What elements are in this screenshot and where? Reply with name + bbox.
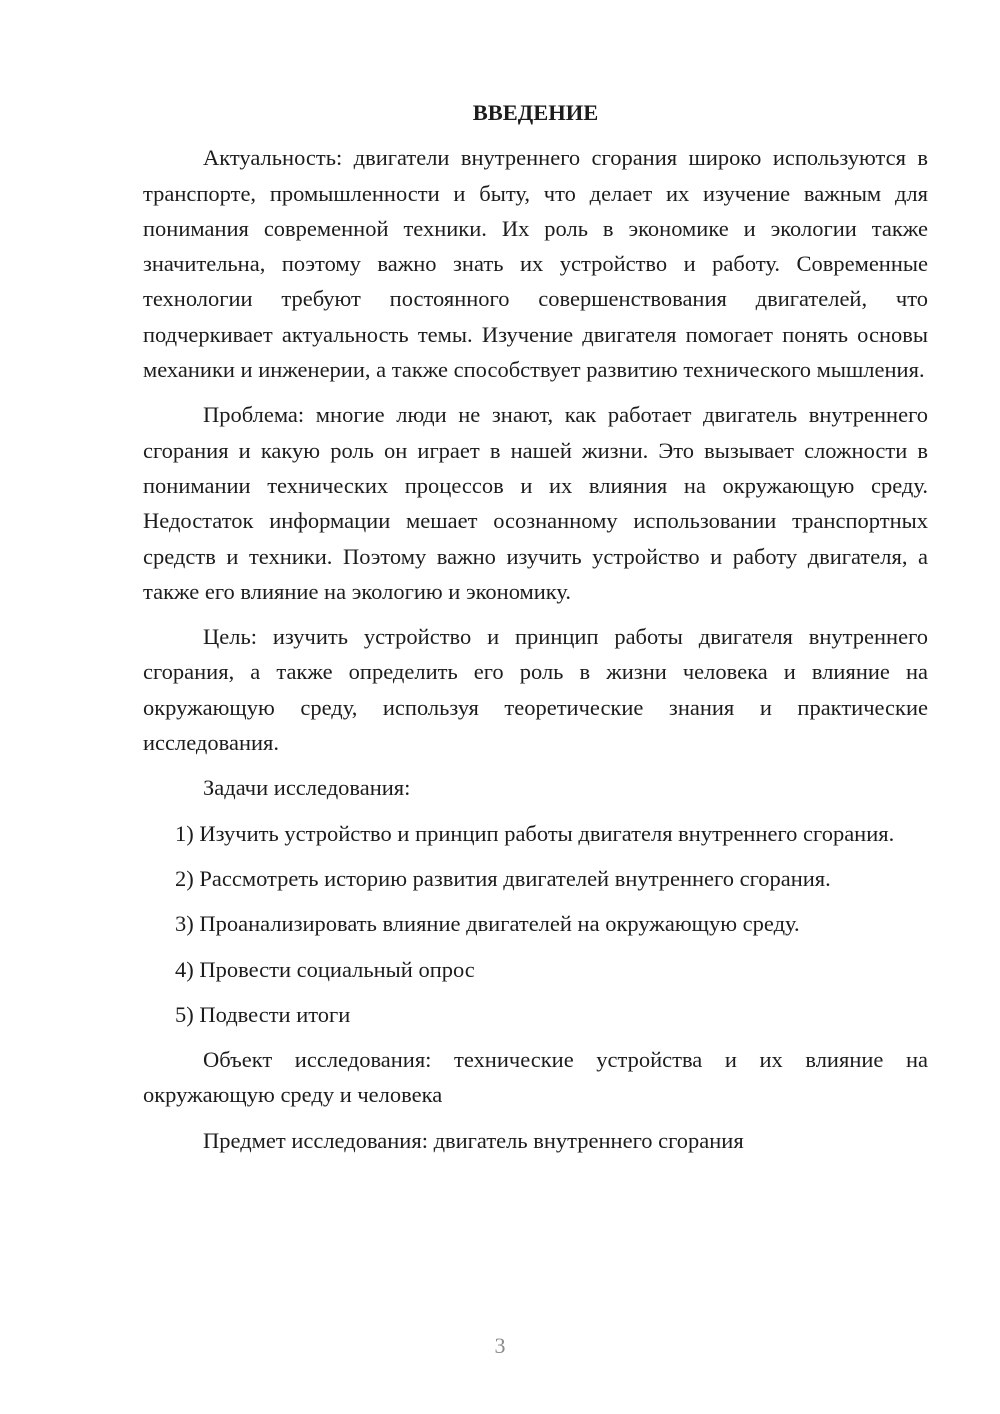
page-number: 3	[494, 1333, 506, 1358]
task-item: 1) Изучить устройство и принцип работы двигателя внутреннего сгорания.	[175, 820, 895, 846]
paragraph-goal: Цель: изучить устройство и принцип работы двигателя внутреннего сгорания, а также определить его роль в жизни человека и влияние на окружающую среду, используя теоретические знания и практические исследования.	[143, 624, 928, 756]
paragraph-relevance: Актуальность: двигатели внутреннего сгорания широко используются в транспорте, промышленности и быту, что делает их изучение важным для понимания современной техники. Их роль в экономике и экологии также значительна, поэтому важно знать их устройство и работу. Современные технологии требуют постоянного совершенствования двигателей, что подчеркивает актуальность темы. Изучение двигателя помогает понять основы механики и инженерии, а также способствует развитию технического мышления.	[143, 145, 928, 383]
tasks-list	[143, 816, 928, 1032]
document-page	[143, 95, 928, 1168]
task-item: 4) Провести социальный опрос	[175, 956, 475, 982]
paragraph-problem: Проблема: многие люди не знают, как работает двигатель внутреннего сгорания и какую роль он играет в нашей жизни. Это вызывает сложности в понимании технических процессов и их влияния на окружающую среду. Недостаток информации мешает осознанному использовании транспортных средств и техники. Поэтому важно изучить устройство и работу двигателя, а также его влияние на экологию и экономику.	[143, 402, 928, 604]
section-title: ВВЕДЕНИЕ	[472, 100, 599, 125]
paragraph-object: Объект исследования: технические устройства и их влияние на окружающую среду и человека	[143, 1047, 928, 1108]
task-item: 3) Проанализировать влияние двигателей на окружающую среду.	[175, 911, 800, 937]
task-item: 5) Подвести итоги	[175, 1001, 351, 1027]
task-item: 2) Рассмотреть историю развития двигателей внутреннего сгорания.	[175, 865, 831, 891]
tasks-heading: Задачи исследования:	[203, 775, 411, 801]
paragraph-subject: Предмет исследования: двигатель внутреннего сгорания	[203, 1127, 744, 1153]
